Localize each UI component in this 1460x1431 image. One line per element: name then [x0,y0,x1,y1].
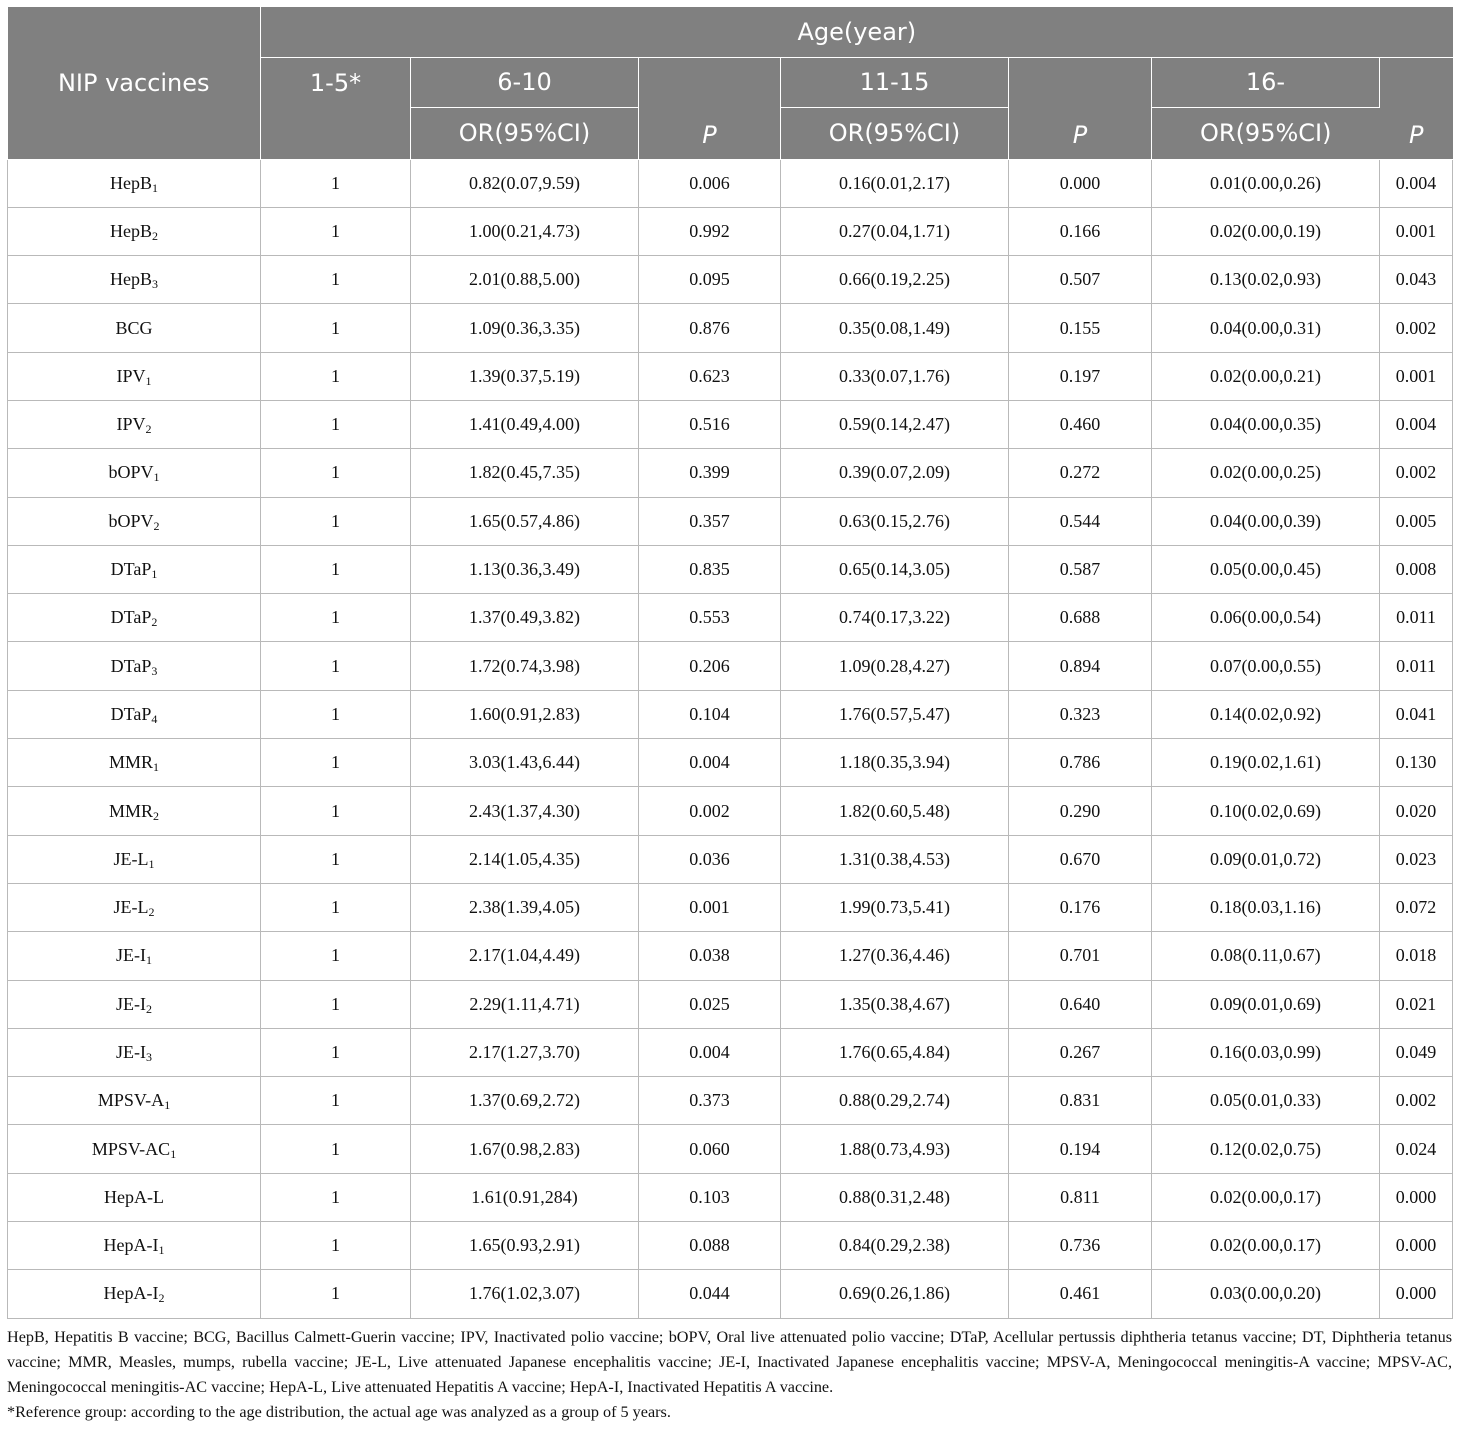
dose-subscript: 3 [152,277,158,292]
dose-subscript: 1 [152,180,158,195]
reference-value-cell: 1 [261,594,411,642]
p-11-15-cell: 0.544 [1009,497,1152,545]
reference-value-cell: 1 [261,1125,411,1173]
p-16-cell: 0.023 [1380,835,1453,883]
vaccine-name: bOPV [108,510,154,531]
vaccine-name-cell [8,932,261,980]
or-16-cell: 0.14(0.02,0.92) [1152,690,1380,738]
or-6-10-cell: 3.03(1.43,6.44) [411,739,639,787]
or-11-15-cell: 1.76(0.57,5.47) [781,690,1009,738]
table-row [8,1270,1453,1318]
table-row [8,835,1453,883]
or-11-15-cell: 0.33(0.07,1.76) [781,352,1009,400]
or-6-10-cell: 2.14(1.05,4.35) [411,835,639,883]
nip-vaccine-table [7,7,1453,1319]
table-row [8,787,1453,835]
p-6-10-cell: 0.992 [639,207,781,255]
dose-subscript: 2 [153,518,160,533]
header-group-11-15: 11-15 [781,57,1009,107]
or-11-15-cell: 1.88(0.73,4.93) [781,1125,1009,1173]
reference-value-cell: 1 [261,1270,411,1318]
table-row [8,207,1453,255]
p-16-cell: 0.072 [1380,883,1453,931]
p-11-15-cell: 0.267 [1009,1028,1152,1076]
table-row [8,1222,1453,1270]
vaccine-name: MMR [108,752,153,773]
dose-subscript: 1 [153,760,159,775]
header-p-11-15: P [1009,57,1152,159]
or-11-15-cell: 1.09(0.28,4.27) [781,642,1009,690]
p-11-15-cell: 0.670 [1009,835,1152,883]
vaccine-name-cell [8,304,261,352]
p-11-15-cell: 0.507 [1009,256,1152,304]
or-6-10-cell: 1.61(0.91,284) [411,1173,639,1221]
or-6-10-cell: 1.60(0.91,2.83) [411,690,639,738]
vaccine-name-cell [8,545,261,593]
table-row [8,352,1453,400]
p-11-15-cell: 0.460 [1009,400,1152,448]
or-16-cell: 0.02(0.00,0.17) [1152,1173,1380,1221]
table-header [8,7,1453,159]
vaccine-name: DTaP [110,607,152,628]
or-6-10-cell: 2.38(1.39,4.05) [411,883,639,931]
or-16-cell: 0.19(0.02,1.61) [1152,739,1380,787]
p-11-15-cell: 0.461 [1009,1270,1152,1318]
vaccine-name-cell [8,1270,261,1318]
p-11-15-cell: 0.176 [1009,883,1152,931]
p-11-15-cell: 0.688 [1009,594,1152,642]
vaccine-name-cell [8,642,261,690]
p-11-15-cell: 0.272 [1009,449,1152,497]
vaccine-name: HepB [110,220,152,241]
header-p-6-10: P [639,57,781,159]
p-6-10-cell: 0.004 [639,1028,781,1076]
dose-subscript: 1 [158,1243,165,1258]
or-16-cell: 0.04(0.00,0.31) [1152,304,1380,352]
dose-subscript: 2 [153,808,159,823]
or-6-10-cell: 1.72(0.74,3.98) [411,642,639,690]
p-11-15-cell: 0.786 [1009,739,1152,787]
or-6-10-cell: 2.29(1.11,4.71) [411,980,639,1028]
p-16-cell: 0.018 [1380,932,1453,980]
or-11-15-cell: 0.88(0.29,2.74) [781,1077,1009,1125]
dose-subscript: 2 [151,615,158,630]
dose-subscript: 1 [151,567,158,582]
p-6-10-cell: 0.088 [639,1222,781,1270]
p-6-10-cell: 0.516 [639,400,781,448]
vaccine-name: JE-I [116,945,146,966]
dose-subscript: 1 [164,1098,171,1113]
table-container [7,7,1452,1319]
vaccine-name: HepB [110,172,152,193]
p-16-cell: 0.002 [1380,1077,1453,1125]
or-11-15-cell: 0.63(0.15,2.76) [781,497,1009,545]
vaccine-name-cell [8,352,261,400]
or-6-10-cell: 1.13(0.36,3.49) [411,545,639,593]
reference-value-cell: 1 [261,1077,411,1125]
or-6-10-cell: 1.41(0.49,4.00) [411,400,639,448]
reference-value-cell: 1 [261,304,411,352]
vaccine-name-cell [8,497,261,545]
table-row [8,883,1453,931]
p-6-10-cell: 0.002 [639,787,781,835]
p-16-cell: 0.011 [1380,642,1453,690]
vaccine-name: HepA-I [103,1283,159,1304]
header-or-11-15: OR(95%CI) [781,107,1009,159]
vaccine-name-cell [8,690,261,738]
p-16-cell: 0.001 [1380,207,1453,255]
p-11-15-cell: 0.290 [1009,787,1152,835]
reference-value-cell: 1 [261,642,411,690]
p-16-cell: 0.000 [1380,1270,1453,1318]
or-16-cell: 0.09(0.01,0.69) [1152,980,1380,1028]
dose-subscript: 1 [170,1146,177,1161]
vaccine-name-cell [8,159,261,207]
or-16-cell: 0.01(0.00,0.26) [1152,159,1380,207]
or-16-cell: 0.08(0.11,0.67) [1152,932,1380,980]
table-row [8,1125,1453,1173]
or-6-10-cell: 2.01(0.88,5.00) [411,256,639,304]
vaccine-name-cell [8,1222,261,1270]
header-nip-vaccines: NIP vaccines [8,7,261,159]
p-6-10-cell: 0.095 [639,256,781,304]
vaccine-name-cell [8,1077,261,1125]
or-6-10-cell: 1.65(0.57,4.86) [411,497,639,545]
p-11-15-cell: 0.587 [1009,545,1152,593]
header-group-1-5: 1-5* [261,57,411,159]
reference-value-cell: 1 [261,1222,411,1270]
p-6-10-cell: 0.001 [639,883,781,931]
or-16-cell: 0.03(0.00,0.20) [1152,1270,1380,1318]
p-6-10-cell: 0.025 [639,980,781,1028]
reference-value-cell: 1 [261,883,411,931]
p-11-15-cell: 0.811 [1009,1173,1152,1221]
or-6-10-cell: 1.00(0.21,4.73) [411,207,639,255]
vaccine-name-cell [8,400,261,448]
p-16-cell: 0.021 [1380,980,1453,1028]
p-6-10-cell: 0.206 [639,642,781,690]
p-6-10-cell: 0.103 [639,1173,781,1221]
dose-subscript: 1 [148,856,155,871]
table-footnotes [7,1325,1452,1425]
or-6-10-cell: 1.39(0.37,5.19) [411,352,639,400]
vaccine-name: MPSV-AC [91,1138,171,1159]
p-16-cell: 0.004 [1380,159,1453,207]
or-11-15-cell: 0.35(0.08,1.49) [781,304,1009,352]
table-row [8,1173,1453,1221]
or-11-15-cell: 0.66(0.19,2.25) [781,256,1009,304]
table-row [8,449,1453,497]
vaccine-name: MPSV-A [97,1090,165,1111]
vaccine-name: JE-I [116,993,146,1014]
or-16-cell: 0.12(0.02,0.75) [1152,1125,1380,1173]
or-6-10-cell: 2.43(1.37,4.30) [411,787,639,835]
p-11-15-cell: 0.194 [1009,1125,1152,1173]
p-16-cell: 0.130 [1380,739,1453,787]
p-6-10-cell: 0.036 [639,835,781,883]
vaccine-name-cell [8,980,261,1028]
reference-value-cell: 1 [261,256,411,304]
p-16-cell: 0.043 [1380,256,1453,304]
or-11-15-cell: 1.82(0.60,5.48) [781,787,1009,835]
or-16-cell: 0.06(0.00,0.54) [1152,594,1380,642]
reference-value-cell: 1 [261,739,411,787]
p-6-10-cell: 0.835 [639,545,781,593]
or-11-15-cell: 1.76(0.65,4.84) [781,1028,1009,1076]
p-6-10-cell: 0.357 [639,497,781,545]
dose-subscript: 3 [146,1049,152,1064]
or-11-15-cell: 1.35(0.38,4.67) [781,980,1009,1028]
vaccine-name-cell [8,787,261,835]
table-row [8,980,1453,1028]
reference-value-cell: 1 [261,690,411,738]
footnote-reference-group: *Reference group: according to the age distribution, the actual age was analyzed as a group of 5 years. [7,1403,671,1421]
p-11-15-cell: 0.323 [1009,690,1152,738]
reference-value-cell: 1 [261,159,411,207]
or-11-15-cell: 1.99(0.73,5.41) [781,883,1009,931]
or-11-15-cell: 0.39(0.07,2.09) [781,449,1009,497]
or-6-10-cell: 0.82(0.07,9.59) [411,159,639,207]
vaccine-name: DTaP [110,703,152,724]
vaccine-name-cell [8,1173,261,1221]
p-16-cell: 0.024 [1380,1125,1453,1173]
p-6-10-cell: 0.104 [639,690,781,738]
vaccine-name: MMR [108,800,153,821]
reference-value-cell: 1 [261,980,411,1028]
p-6-10-cell: 0.373 [639,1077,781,1125]
table-row [8,400,1453,448]
dose-subscript: 2 [146,1001,152,1016]
or-11-15-cell: 0.27(0.04,1.71) [781,207,1009,255]
p-11-15-cell: 0.000 [1009,159,1152,207]
or-11-15-cell: 0.69(0.26,1.86) [781,1270,1009,1318]
or-6-10-cell: 1.09(0.36,3.35) [411,304,639,352]
or-11-15-cell: 1.31(0.38,4.53) [781,835,1009,883]
vaccine-name: DTaP [110,559,152,580]
table-row [8,159,1453,207]
reference-value-cell: 1 [261,352,411,400]
reference-value-cell: 1 [261,545,411,593]
header-or-6-10: OR(95%CI) [411,107,639,159]
or-16-cell: 0.02(0.00,0.19) [1152,207,1380,255]
dose-subscript: 3 [151,663,158,678]
header-p-16: P [1380,57,1453,159]
table-body [8,159,1453,1318]
vaccine-name: BCG [115,317,153,338]
vaccine-name: IPV [116,365,146,386]
table-row [8,594,1453,642]
p-16-cell: 0.002 [1380,449,1453,497]
vaccine-name-cell [8,449,261,497]
or-6-10-cell: 1.82(0.45,7.35) [411,449,639,497]
vaccine-name-cell [8,739,261,787]
dose-subscript: 2 [152,228,158,243]
table-row [8,304,1453,352]
dose-subscript: 4 [151,711,158,726]
dose-subscript: 2 [148,905,155,920]
header-age-year: Age(year) [261,7,1453,57]
header-group-6-10: 6-10 [411,57,639,107]
vaccine-name: HepA-I [103,1235,159,1256]
p-16-cell: 0.041 [1380,690,1453,738]
p-6-10-cell: 0.553 [639,594,781,642]
or-11-15-cell: 1.27(0.36,4.46) [781,932,1009,980]
vaccine-name-cell [8,594,261,642]
reference-value-cell: 1 [261,787,411,835]
or-16-cell: 0.05(0.01,0.33) [1152,1077,1380,1125]
or-11-15-cell: 0.16(0.01,2.17) [781,159,1009,207]
vaccine-name-cell [8,1125,261,1173]
or-16-cell: 0.04(0.00,0.35) [1152,400,1380,448]
or-11-15-cell: 1.18(0.35,3.94) [781,739,1009,787]
vaccine-name: bOPV [108,462,154,483]
or-6-10-cell: 1.67(0.98,2.83) [411,1125,639,1173]
vaccine-name: HepA-L [104,1186,164,1207]
p-16-cell: 0.005 [1380,497,1453,545]
reference-value-cell: 1 [261,400,411,448]
p-16-cell: 0.049 [1380,1028,1453,1076]
vaccine-name: JE-L [113,897,149,918]
or-16-cell: 0.02(0.00,0.17) [1152,1222,1380,1270]
or-6-10-cell: 1.65(0.93,2.91) [411,1222,639,1270]
p-16-cell: 0.011 [1380,594,1453,642]
table-row [8,932,1453,980]
vaccine-name-cell [8,1028,261,1076]
table-row [8,642,1453,690]
p-6-10-cell: 0.004 [639,739,781,787]
p-16-cell: 0.000 [1380,1222,1453,1270]
or-16-cell: 0.10(0.02,0.69) [1152,787,1380,835]
vaccine-name: JE-L [113,848,149,869]
reference-value-cell: 1 [261,207,411,255]
table-row [8,690,1453,738]
or-16-cell: 0.02(0.00,0.21) [1152,352,1380,400]
p-6-10-cell: 0.876 [639,304,781,352]
p-11-15-cell: 0.166 [1009,207,1152,255]
p-16-cell: 0.002 [1380,304,1453,352]
table-row [8,256,1453,304]
or-6-10-cell: 1.76(1.02,3.07) [411,1270,639,1318]
vaccine-name-cell [8,207,261,255]
or-16-cell: 0.05(0.00,0.45) [1152,545,1380,593]
p-6-10-cell: 0.038 [639,932,781,980]
reference-value-cell: 1 [261,1173,411,1221]
table-row [8,497,1453,545]
p-16-cell: 0.008 [1380,545,1453,593]
p-11-15-cell: 0.197 [1009,352,1152,400]
vaccine-name: DTaP [110,655,152,676]
or-16-cell: 0.16(0.03,0.99) [1152,1028,1380,1076]
or-6-10-cell: 1.37(0.69,2.72) [411,1077,639,1125]
table-row [8,739,1453,787]
p-16-cell: 0.001 [1380,352,1453,400]
p-11-15-cell: 0.640 [1009,980,1152,1028]
p-16-cell: 0.000 [1380,1173,1453,1221]
vaccine-name: HepB [110,269,152,290]
p-11-15-cell: 0.701 [1009,932,1152,980]
vaccine-name-cell [8,883,261,931]
or-11-15-cell: 0.84(0.29,2.38) [781,1222,1009,1270]
p-6-10-cell: 0.044 [639,1270,781,1318]
or-16-cell: 0.02(0.00,0.25) [1152,449,1380,497]
p-16-cell: 0.004 [1380,400,1453,448]
or-16-cell: 0.13(0.02,0.93) [1152,256,1380,304]
dose-subscript: 1 [145,373,152,388]
or-16-cell: 0.04(0.00,0.39) [1152,497,1380,545]
or-16-cell: 0.18(0.03,1.16) [1152,883,1380,931]
p-11-15-cell: 0.155 [1009,304,1152,352]
p-11-15-cell: 0.894 [1009,642,1152,690]
p-6-10-cell: 0.399 [639,449,781,497]
p-6-10-cell: 0.623 [639,352,781,400]
p-11-15-cell: 0.736 [1009,1222,1152,1270]
dose-subscript: 1 [146,953,152,968]
reference-value-cell: 1 [261,497,411,545]
table-row [8,1077,1453,1125]
p-16-cell: 0.020 [1380,787,1453,835]
reference-value-cell: 1 [261,932,411,980]
table-row [8,1028,1453,1076]
p-6-10-cell: 0.060 [639,1125,781,1173]
vaccine-name: IPV [116,414,146,435]
header-group-16: 16- [1152,57,1380,107]
reference-value-cell: 1 [261,1028,411,1076]
or-16-cell: 0.07(0.00,0.55) [1152,642,1380,690]
dose-subscript: 2 [145,422,152,437]
footnote-abbreviations: HepB, Hepatitis B vaccine; BCG, Bacillus Calmett-Guerin vaccine; IPV, Inactivated polio vaccine; bOPV, Oral live attenuated polio vaccine; DTaP, Acellular pertussis diphtheria tetanus vaccine; DT, Diphtheria tetanus vaccine; MMR, Measles, mumps, rubella vaccine; JE-L, Live attenuated Japanese encephalitis vaccine; JE-I, Inactivated Japanese encephalitis vaccine; MPSV-A, Meningococcal meningitis-A vaccine; MPSV-AC, Meningococcal meningitis-AC vaccine; HepA-L, Live attenuated Hepatitis A vaccine; HepA-I, Inactivated Hepatitis A vaccine. [7,1328,1452,1396]
or-11-15-cell: 0.65(0.14,3.05) [781,545,1009,593]
header-or-16: OR(95%CI) [1152,107,1380,159]
dose-subscript: 2 [158,1291,165,1306]
or-11-15-cell: 0.59(0.14,2.47) [781,400,1009,448]
reference-value-cell: 1 [261,449,411,497]
p-11-15-cell: 0.831 [1009,1077,1152,1125]
p-6-10-cell: 0.006 [639,159,781,207]
vaccine-name: JE-I [116,1041,146,1062]
or-11-15-cell: 0.88(0.31,2.48) [781,1173,1009,1221]
vaccine-name-cell [8,835,261,883]
vaccine-name-cell [8,256,261,304]
reference-value-cell: 1 [261,835,411,883]
or-16-cell: 0.09(0.01,0.72) [1152,835,1380,883]
or-11-15-cell: 0.74(0.17,3.22) [781,594,1009,642]
or-6-10-cell: 2.17(1.04,4.49) [411,932,639,980]
table-row [8,545,1453,593]
or-6-10-cell: 1.37(0.49,3.82) [411,594,639,642]
or-6-10-cell: 2.17(1.27,3.70) [411,1028,639,1076]
dose-subscript: 1 [153,470,160,485]
